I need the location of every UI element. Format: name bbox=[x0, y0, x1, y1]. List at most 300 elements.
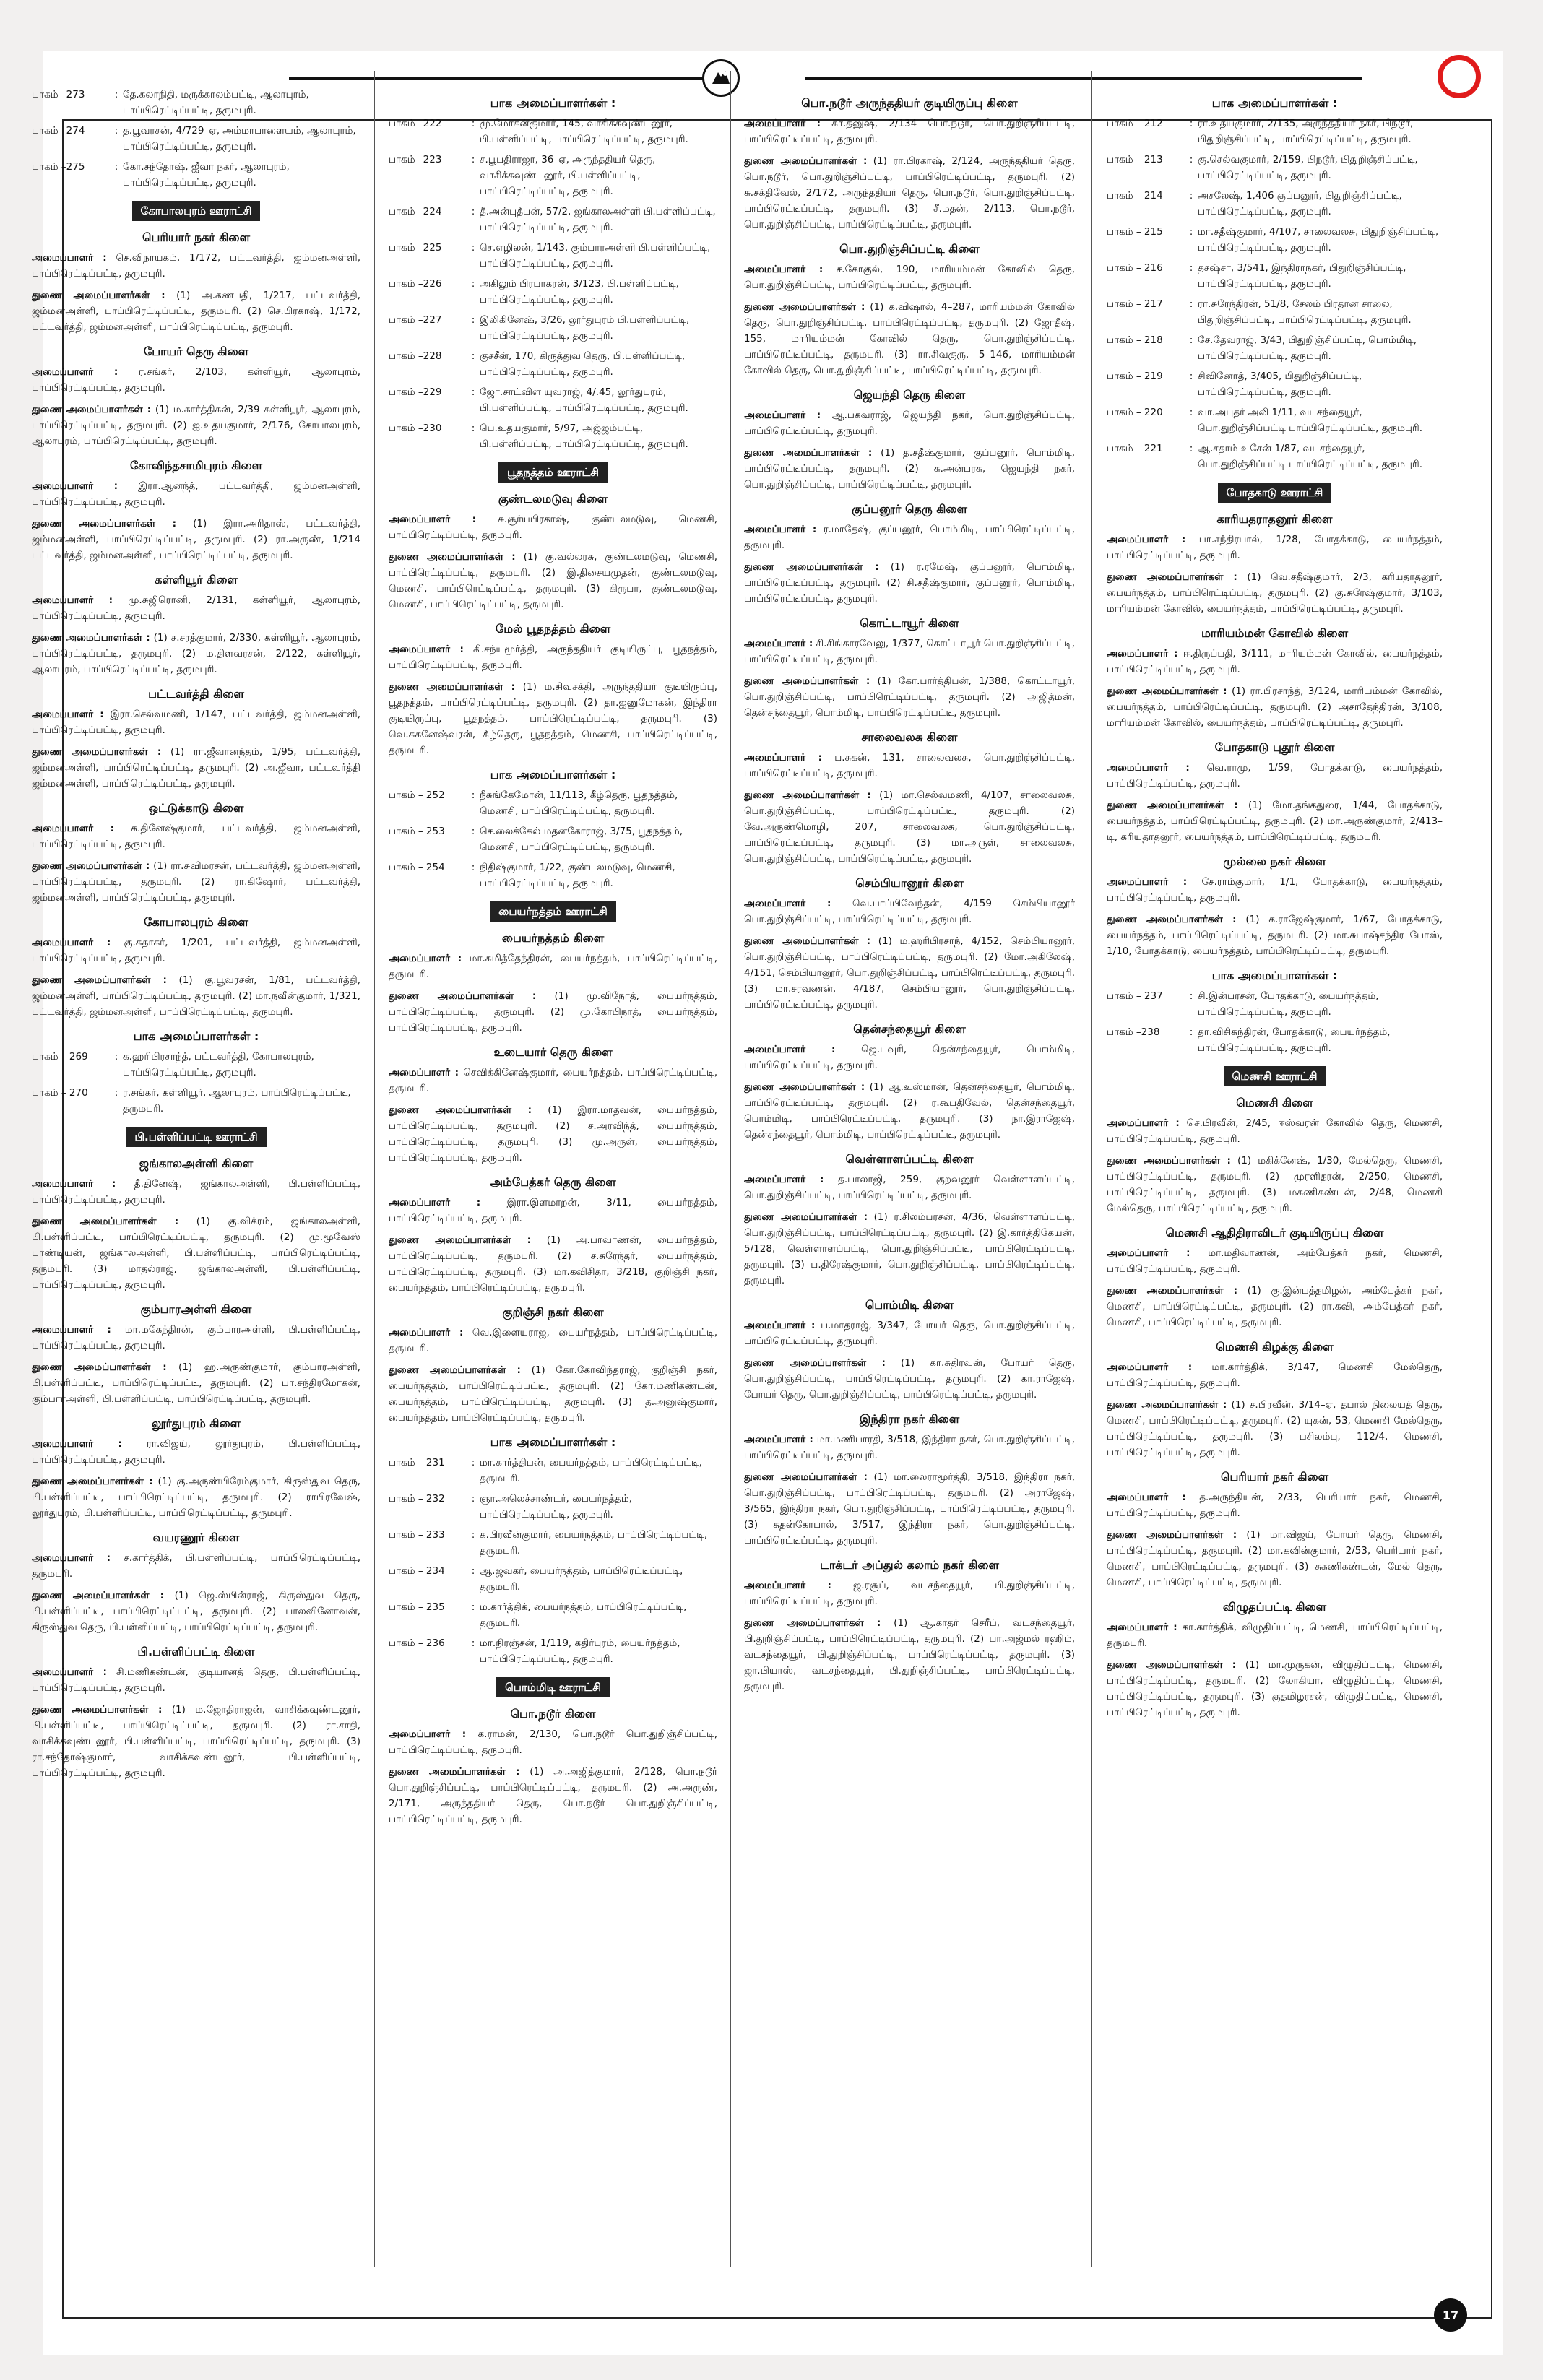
booth-number: பாகம் – 215 bbox=[1107, 226, 1163, 238]
role-details: (1) கு.இன்பத்தமிழன், அம்பேத்கர் நகர், மெணசி, பாப்பிரெட்டிப்பட்டி, தருமபுரி. (2) ரா.கவி, அம்பேத்கர் நகர், மெணசி, பாப்பிரெட்டிப்பட்டி, தருமபுரி. bbox=[1107, 1285, 1443, 1328]
office-bearer-entry bbox=[389, 1102, 717, 1166]
booth-row bbox=[1107, 332, 1443, 364]
role-label: துணை அமைப்பாளர்கள் : bbox=[389, 1104, 532, 1116]
office-bearer-entry bbox=[32, 972, 360, 1020]
booth-number: பாகம் – 233 bbox=[389, 1529, 445, 1541]
branch-heading: உடையார் தெரு கிளை bbox=[493, 1045, 613, 1059]
role-details: (1) கு.அருண்பிரேம்குமார், கிருஸ்துவ தெரு, பி.பள்ளிப்பட்டி, பாப்பிரெட்டிப்பட்டி, தருமபுரி. (2) ராபிரவேஷ், லூர்துபுரம், பி.பள்ளிப்பட்டி, பாப்பிரெட்டிப்பட்டி, தருமபுரி. bbox=[32, 1476, 360, 1519]
branch-heading: மெணசி ஆதிதிராவிடர் குடியிருப்பு கிளை bbox=[1165, 1226, 1384, 1239]
role-details: மா.மணிபாரதி, 3/518, இந்திரா நகர், பொ.துறிஞ்சிப்பட்டி, பாப்பிரெட்டிப்பட்டி, தருமபுரி. bbox=[744, 1434, 1075, 1461]
booth-number: பாகம் –229 bbox=[389, 386, 442, 398]
role-label: துணை அமைப்பாளர்கள் : bbox=[1107, 1399, 1227, 1411]
role-label: துணை அமைப்பாளர்கள் : bbox=[32, 746, 162, 758]
booth-number: பாகம் – 218 bbox=[1107, 334, 1163, 346]
panchayat-heading: போதகாடு ஊராட்சி bbox=[1218, 483, 1332, 503]
booth-row bbox=[389, 204, 717, 235]
separator: : bbox=[471, 154, 475, 165]
column-divider bbox=[374, 71, 375, 2267]
office-bearer-entry bbox=[32, 516, 360, 563]
booth-agent: நீசுங்கேமோன், 11/113, கீழ்தெரு, பூதநத்தம், மெணசி, பாப்பிரெட்டிப்பட்டி, தருமபுரி. bbox=[480, 789, 678, 817]
role-label: அமைப்பாளர் : bbox=[744, 524, 817, 535]
booth-number: பாகம் –238 bbox=[1107, 1026, 1160, 1038]
role-label: துணை அமைப்பாளர்கள் : bbox=[744, 447, 873, 459]
booth-agent: க.பிரவீன்குமார், பையர்நத்தம், பாப்பிரெட்டிப்பட்டி, தருமபுரி. bbox=[480, 1529, 708, 1557]
booth-agent: ஆ.சதாம் உசேன் 1/87, வடசந்தையூர், பொ.துறிஞ்சிப்பட்டி பாப்பிரெட்டிப்பட்டி, தருமபுரி. bbox=[1198, 443, 1422, 470]
office-bearer-entry bbox=[744, 445, 1075, 493]
role-label: அமைப்பாளர் : bbox=[1107, 534, 1186, 545]
booth-number: பாகம் – 235 bbox=[389, 1601, 445, 1613]
separator: : bbox=[471, 314, 475, 326]
branch-heading: குண்டலமடுவு கிளை bbox=[498, 492, 608, 506]
role-label: அமைப்பாளர் : bbox=[32, 594, 113, 606]
branch-heading: ஜங்காலஅள்ளி கிளை bbox=[139, 1156, 254, 1170]
office-bearer-entry bbox=[744, 1578, 1075, 1609]
header-rule-right bbox=[805, 77, 1362, 80]
separator: : bbox=[1189, 118, 1193, 129]
role-details: (1) ஜெ.ஸ்பின்ராஜ், கிருஸ்துவ தெரு, பி.பள்ளிப்பட்டி, பாப்பிரெட்டிப்பட்டி, தருமபுரி. (2) பாலவினோவன், கிருஸ்துவ தெரு, பி.பள்ளிப்பட்டி, பாப்பிரெட்டிப்பட்டி, தருமபுரி. bbox=[32, 1590, 360, 1633]
booth-number: பாகம் –225 bbox=[389, 242, 442, 254]
separator: : bbox=[114, 89, 118, 100]
role-label: துணை அமைப்பாளர்கள் : bbox=[1107, 571, 1237, 583]
panchayat-heading: பையர்நத்தம் ஊராட்சி bbox=[490, 901, 616, 922]
office-bearer-entry bbox=[389, 951, 717, 982]
role-label: துணை அமைப்பாளர்கள் : bbox=[32, 1590, 164, 1601]
role-details: சு.தினேஷ்குமார், பட்டவர்த்தி, ஜம்மனஅள்ளி, பாப்பிரெட்டிப்பட்டி, தருமபுரி. bbox=[32, 823, 360, 850]
role-details: ர.மாதேஷ், குப்பனூர், பொம்மிடி, பாப்பிரெட்டிப்பட்டி, தருமபுரி. bbox=[744, 524, 1075, 551]
role-details: (1) அ.கணபதி, 1/217, பட்டவர்த்தி, ஜம்மனஅள்ளி, பாப்பிரெட்டிப்பட்டி, தருமபுரி. (2) செ.பிரகாஷ், 1/172, பட்டவர்த்தி, ஜம்மனஅள்ளி, பாப்பிரெட்டிப்பட்டி, தருமபுரி. bbox=[32, 290, 360, 333]
booth-row bbox=[1107, 296, 1443, 328]
branch-heading: மாரியம்மன் கோவில் கிளை bbox=[1201, 626, 1348, 640]
role-label: துணை அமைப்பாளர்கள் : bbox=[744, 1081, 865, 1093]
role-details: ச.கோகுல், 190, மாரியம்மன் கோவில் தெரு, பொ.துறிஞ்சிப்பட்டி, பாப்பிரெட்டிப்பட்டி, தருமபுரி. bbox=[744, 264, 1075, 291]
separator: : bbox=[114, 125, 118, 137]
role-label: துணை அமைப்பாளர்கள் : bbox=[389, 551, 516, 563]
office-bearer-entry bbox=[389, 1232, 717, 1296]
role-details: இரா.இளமாறன், 3/11, பையர்நத்தம், பாப்பிரெட்டிப்பட்டி, தருமபுரி. bbox=[389, 1197, 717, 1224]
role-details: சி.மணிகண்டன், குடியானத் தெரு, பி.பள்ளிப்பட்டி, பாப்பிரெட்டிப்பட்டி, தருமபுரி. bbox=[32, 1666, 360, 1694]
branch-heading: போதகாடு புதூர் கிளை bbox=[1214, 740, 1335, 754]
separator: : bbox=[114, 161, 118, 173]
office-bearer-entry bbox=[32, 1664, 360, 1696]
office-bearer-entry bbox=[389, 1195, 717, 1226]
role-label: துணை அமைப்பாளர்கள் : bbox=[744, 1211, 868, 1223]
branch-heading: ஒட்டுக்காடு கிளை bbox=[148, 801, 244, 815]
role-details: (1) ரா.சுவிமரசன், பட்டவர்த்தி, ஜம்மனஅள்ளி, பாப்பிரெட்டிப்பட்டி, தருமபுரி. (2) ரா.கிஷோர், பட்டவர்த்தி, ஜம்மனஅள்ளி, பாப்பிரெட்டிப்பட்டி, தருமபுரி. bbox=[32, 860, 360, 904]
branch-heading: ஜெயந்தி தெரு கிளை bbox=[853, 388, 966, 402]
office-bearer-entry bbox=[744, 407, 1075, 439]
office-bearer-entry bbox=[32, 858, 360, 906]
branch-heading: கும்பாரஅள்ளி கிளை bbox=[140, 1302, 252, 1316]
office-bearer-entry bbox=[1107, 646, 1443, 678]
role-label: துணை அமைப்பாளர்கள் : bbox=[32, 518, 176, 529]
booth-row bbox=[389, 1491, 717, 1523]
office-bearer-entry bbox=[744, 673, 1075, 721]
role-details: மா.மகேந்திரன், கும்பாரஅள்ளி, பி.பள்ளிப்பட்டி, பாப்பிரெட்டிப்பட்டி, தருமபுரி. bbox=[32, 1324, 360, 1351]
booth-row bbox=[1107, 988, 1443, 1020]
separator: : bbox=[1189, 407, 1193, 418]
office-bearer-entry bbox=[1107, 760, 1443, 792]
role-details: (1) ர.ரமேஷ், குப்பனூர், பொம்மிடி, பாப்பிரெட்டிப்பட்டி, தருமபுரி. (2) சி.சதீஷ்குமார், குப்பனூர், பொம்மிடி, பாப்பிரெட்டிப்பட்டி, தருமபுரி. bbox=[744, 561, 1075, 605]
role-details: ர.சங்கர், 2/103, கள்ளியூர், ஆலாபுரம், பாப்பிரெட்டிப்பட்டி, தருமபுரி. bbox=[32, 366, 360, 394]
role-label: அமைப்பாளர் : bbox=[744, 1434, 813, 1445]
booth-number: பாகம் –273 bbox=[32, 89, 85, 100]
office-bearer-entry bbox=[32, 478, 360, 510]
office-bearer-entry bbox=[1107, 683, 1443, 731]
role-label: துணை அமைப்பாளர்கள் : bbox=[744, 155, 868, 167]
role-details: (1) கு.வல்லரசு, குண்டலமடுவு, மெணசி, பாப்பிரெட்டிப்பட்டி, தருமபுரி. (2) இ.திசையமுதன், குண்டலமடுவு, மெணசி, பாப்பிரெட்டிப்பட்டி, தருமபுரி. (3) கிருபா, குண்டலமடுவு, மெணசி, பாப்பிரெட்டிப்பட்டி, தருமபுரி. bbox=[389, 551, 717, 610]
role-label: அமைப்பாளர் : bbox=[32, 252, 107, 264]
role-label: அமைப்பாளர் : bbox=[32, 709, 104, 720]
booth-agent: சிவினோத், 3/405, பிதுறிஞ்சிப்பட்டி, பாப்பிரெட்டிப்பட்டி, தருமபுரி. bbox=[1198, 371, 1362, 398]
office-bearer-entry bbox=[32, 1176, 360, 1208]
booth-agent: இலிகினேஷ், 3/26, லூர்துபுரம் பி.பள்ளிப்பட்டி, பாப்பிரெட்டிப்பட்டி, தருமபுரி. bbox=[480, 314, 690, 342]
office-bearer-entry bbox=[1107, 1153, 1443, 1216]
role-details: சு.சூர்யபிரகாஷ், குண்டலமடுவு, மெணசி, பாப்பிரெட்டிப்பட்டி, தருமபுரி. bbox=[389, 514, 717, 541]
branch-heading: பெரியார் நகர் கிளை bbox=[142, 230, 250, 244]
office-bearer-entry bbox=[32, 744, 360, 792]
role-details: க.ராமன், 2/130, பொ.நடூர் பொ.துறிஞ்சிப்பட்டி, பாப்பிரெட்டிப்பட்டி, தருமபுரி. bbox=[389, 1728, 717, 1756]
role-details: கா.கார்த்திக், விழுதிப்பட்டி, மெணசி, பாப்பிரெட்டிப்பட்டி, தருமபுரி. bbox=[1107, 1622, 1443, 1649]
office-bearer-entry bbox=[389, 1764, 717, 1827]
office-bearer-entry bbox=[744, 559, 1075, 607]
role-details: ஆ.பகவராஜ், ஜெயந்தி நகர், பொ.துறிஞ்சிப்பட்டி, பாப்பிரெட்டிப்பட்டி, தருமபுரி. bbox=[744, 410, 1075, 437]
office-bearer-entry bbox=[744, 636, 1075, 667]
role-label: துணை அமைப்பாளர்கள் : bbox=[744, 301, 865, 313]
office-bearer-entry bbox=[389, 1726, 717, 1758]
role-details: ப.மாதராஜ், 3/347, போயர் தெரு, பொ.துறிஞ்சிப்பட்டி, பாப்பிரெட்டிப்பட்டி, தருமபுரி. bbox=[744, 1320, 1075, 1347]
booth-agent: அகிலும் பிரபாகரன், 3/123, பி.பள்ளிப்பட்டி, பாப்பிரெட்டிப்பட்டி, தருமபுரி. bbox=[480, 278, 679, 306]
role-label: அமைப்பாளர் : bbox=[1107, 762, 1190, 774]
office-bearer-entry bbox=[32, 402, 360, 449]
role-details: கா.தனுஷ், 2/134 பொ.நடூர், பொ.துறிஞ்சிப்பட்டி, பாப்பிரெட்டிப்பட்டி, தருமபுரி. bbox=[744, 118, 1075, 145]
role-label: துணை அமைப்பாளர்கள் : bbox=[744, 935, 871, 947]
booth-row bbox=[389, 312, 717, 344]
booth-agent: நிதிஷ்குமார், 1/22, குண்டலமடுவு, மெணசி, பாப்பிரெட்டிப்பட்டி, தருமபுரி. bbox=[480, 862, 675, 889]
role-label: துணை அமைப்பாளர்கள் : bbox=[32, 1476, 153, 1487]
role-details: வெ.ராமு, 1/59, போதக்காடு, பையர்நத்தம், பாப்பிரெட்டிப்பட்டி, தருமபுரி. bbox=[1107, 762, 1443, 789]
booth-row bbox=[389, 860, 717, 891]
booth-row bbox=[389, 384, 717, 416]
red-ring-icon bbox=[1438, 55, 1481, 98]
office-bearer-entry bbox=[1107, 1397, 1443, 1461]
role-label: அமைப்பாளர் : bbox=[1107, 1247, 1190, 1259]
separator: : bbox=[471, 423, 475, 434]
separator: : bbox=[471, 1493, 475, 1505]
branch-heading: மேல் பூதநத்தம் கிளை bbox=[495, 622, 611, 636]
role-label: அமைப்பாளர் : bbox=[1107, 1117, 1180, 1129]
booth-number: பாகம் – 253 bbox=[389, 826, 445, 837]
role-label: துணை அமைப்பாளர்கள் : bbox=[1107, 800, 1238, 811]
booth-agent: ச.பூபதிராஜா, 36–ஏ, அருந்ததியர் தெரு, வாசிக்கவுண்டனூர், பி.பள்ளிப்பட்டி, பாப்பிரெட்டிப்பட்டி, தருமபுரி. bbox=[480, 154, 656, 197]
booth-agent: தீ.அன்புதீபன், 57/2, ஜங்காலஅள்ளி பி.பள்ளிப்பட்டி, பாப்பிரெட்டிப்பட்டி, தருமபுரி. bbox=[480, 206, 716, 233]
role-label: துணை அமைப்பாளர்கள் : bbox=[32, 1704, 163, 1715]
booth-row bbox=[32, 1049, 360, 1081]
booth-row bbox=[1107, 260, 1443, 292]
branch-heading: பாக அமைப்பாளர்கள் : bbox=[490, 1435, 616, 1449]
booth-number: பாகம் – 231 bbox=[389, 1457, 445, 1468]
branch-heading: செம்பியானூர் கிளை bbox=[855, 876, 964, 890]
column-2 bbox=[389, 87, 717, 2243]
role-label: அமைப்பாளர் : bbox=[389, 1327, 464, 1338]
column-4 bbox=[1107, 87, 1443, 2243]
role-details: மு.சுஜிரொனி, 2/131, கள்ளியூர், ஆலாபுரம், பாப்பிரெட்டிப்பட்டி, தருமபுரி. bbox=[32, 594, 360, 622]
role-label: துணை அமைப்பாளர்கள் : bbox=[32, 632, 150, 644]
role-details: (1) க.ராஜேஷ்குமார், 1/67, போதக்காடு, பையர்நத்தம், பாப்பிரெட்டிப்பட்டி, தருமபுரி. (2) மா.சுபாஷ்சந்திர போஸ், 1/10, போதக்காடு, பையர்நத்தம், பாப்பிரெட்டிப்பட்டி, தருமபுரி. bbox=[1107, 914, 1443, 957]
role-label: துணை அமைப்பாளர்கள் : bbox=[1107, 914, 1237, 925]
booth-row bbox=[1107, 116, 1443, 147]
role-label: அமைப்பாளர் : bbox=[744, 638, 813, 649]
separator: : bbox=[1189, 226, 1193, 238]
office-bearer-entry bbox=[744, 116, 1075, 147]
separator: : bbox=[114, 1051, 118, 1063]
role-label: துணை அமைப்பாளர்கள் : bbox=[1107, 1659, 1237, 1671]
role-label: துணை அமைப்பாளர்கள் : bbox=[744, 561, 879, 573]
role-label: துணை அமைப்பாளர்கள் : bbox=[744, 1357, 886, 1369]
booth-number: பாகம் – 214 bbox=[1107, 190, 1163, 202]
booth-agent: ஞா.அலெச்சாண்டர், பையர்நத்தம், பாப்பிரெட்டிப்பட்டி, தருமபுரி. bbox=[480, 1493, 632, 1520]
role-label: அமைப்பாளர் : bbox=[1107, 1362, 1193, 1373]
office-bearer-entry bbox=[744, 1432, 1075, 1463]
role-label: துணை அமைப்பாளர்கள் : bbox=[1107, 685, 1227, 697]
booth-agent: குசசீன், 170, கிருத்துவ தெரு, பி.பள்ளிப்பட்டி, பாப்பிரெட்டிப்பட்டி, தருமபுரி. bbox=[480, 350, 686, 378]
role-details: (1) ம.ஹரிபிரசாந், 4/152, செம்பியானூர், பொ.துறிஞ்சிப்பட்டி, பாப்பிரெட்டிப்பட்டி, தருமபுரி. (2) மோ.அகிலேஷ், 4/151, செம்பியானூர், பொ.துறிஞ்சிப்பட்டி, பாப்பிரெட்டிப்பட்டி, தருமபுரி. (3) மா.சரவணன், 4/187, செம்பியானூர், பொ.துறிஞ்சிப்பட்டி, பாப்பிரெட்டிப்பட்டி, தருமபுரி. bbox=[744, 935, 1075, 1011]
office-bearer-entry bbox=[744, 787, 1075, 867]
branch-heading: மெணசி கிளை bbox=[1236, 1096, 1313, 1109]
role-label: துணை அமைப்பாளர்கள் : bbox=[32, 974, 167, 986]
branch-heading: கள்ளியூர் கிளை bbox=[155, 573, 238, 587]
role-details: ப.சுகன், 131, சாலைவலசு, பொ.துறிஞ்சிப்பட்டி, பாப்பிரெட்டிப்பட்டி, தருமபுரி. bbox=[744, 752, 1075, 779]
role-details: கி.சந்யமூர்த்தி, அருந்ததியர் குடியிருப்பு, பூதநத்தம், பாப்பிரெட்டிப்பட்டி, தருமபுரி. bbox=[389, 644, 717, 671]
role-details: (1) மு.விநோத், பையர்நத்தம், பாப்பிரெட்டிப்பட்டி, தருமபுரி. (2) மு.கோபிநாத், பையர்நத்தம், பாப்பிரெட்டிப்பட்டி, தருமபுரி. bbox=[389, 990, 717, 1034]
role-label: துணை அமைப்பாளர்கள் : bbox=[389, 990, 537, 1002]
booth-number: பாகம் – 237 bbox=[1107, 990, 1163, 1002]
branch-heading: பட்டவர்த்தி கிளை bbox=[148, 687, 244, 701]
role-label: அமைப்பாளர் : bbox=[32, 480, 118, 492]
office-bearer-entry bbox=[389, 641, 717, 673]
separator: : bbox=[1189, 990, 1193, 1002]
role-label: துணை அமைப்பாளர்கள் : bbox=[389, 681, 516, 693]
separator: : bbox=[471, 350, 475, 362]
role-details: (1) அ.பாவாணன், பையர்நத்தம், பாப்பிரெட்டிப்பட்டி, தருமபுரி. (2) ச.சுரேந்தர், பையர்நத்தம், பாப்பிரெட்டிப்பட்டி, தருமபுரி. (3) மா.கவிசிதா, 3/218, குறிஞ்சி நகர், பையர்நத்தம், பாப்பிரெட்டிப்பட்டி, தருமபுரி. bbox=[389, 1234, 717, 1294]
header-rule-left bbox=[289, 77, 712, 80]
role-label: துணை அமைப்பாளர்கள் : bbox=[1107, 1285, 1238, 1297]
role-label: அமைப்பாளர் : bbox=[744, 1320, 816, 1331]
separator: : bbox=[471, 862, 475, 873]
booth-number: பாகம் –222 bbox=[389, 118, 442, 129]
role-details: (1) ச.பிரவீன், 3/14–ஏ, தபால் நிலையத் தெரு, மெணசி, பாப்பிரெட்டிப்பட்டி, தருமபுரி. (2) யுகன், 53, மெணசி மேல்தெரு, பாப்பிரெட்டிப்பட்டி, தருமபுரி. (3) பசிலம்பு, 112/4, மெணசி, பாப்பிரெட்டிப்பட்டி, தருமபுரி. bbox=[1107, 1399, 1443, 1458]
role-label: அமைப்பாளர் : bbox=[1107, 1492, 1186, 1503]
role-label: அமைப்பாளர் : bbox=[744, 264, 824, 275]
booth-row bbox=[1107, 368, 1443, 400]
role-details: (1) ம.சிவசக்தி, அருந்ததியர் குடியிருப்பு, பூதநத்தம், பாப்பிரெட்டிப்பட்டி, தருமபுரி. (2) தா.ஜனுமோகன், இந்திரா குடியிருப்பு, பூதநத்தம், பாப்பிரெட்டிப்பட்டி, தருமபுரி. (3) வெ.சுகனேஷ்வரன், கீழ்தெரு, பூதநத்தம், மெணசி, பாப்பிரெட்டிப்பட்டி, தருமபுரி. bbox=[389, 681, 717, 756]
booth-number: பாகம் –226 bbox=[389, 278, 442, 290]
office-bearer-entry bbox=[744, 1042, 1075, 1073]
branch-heading: அம்பேத்கர் தெரு கிளை bbox=[490, 1175, 616, 1189]
office-bearer-entry bbox=[32, 364, 360, 396]
role-label: துணை அமைப்பாளர்கள் : bbox=[32, 1362, 167, 1373]
office-bearer-entry bbox=[1107, 569, 1443, 617]
branch-heading: கோபாலபுரம் கிளை bbox=[144, 915, 248, 929]
role-label: அமைப்பாளர் : bbox=[389, 1067, 459, 1078]
office-bearer-entry bbox=[744, 896, 1075, 927]
booth-number: பாகம் –227 bbox=[389, 314, 442, 326]
separator: : bbox=[471, 278, 475, 290]
branch-heading: மெணசி கிழக்கு கிளை bbox=[1216, 1340, 1334, 1354]
role-label: துணை அமைப்பாளர்கள் : bbox=[744, 1617, 881, 1629]
role-details: சே.ராம்குமார், 1/1, போதக்காடு, பையர்நத்தம், பாப்பிரெட்டிப்பட்டி, தருமபுரி. bbox=[1107, 876, 1443, 904]
role-label: அமைப்பாளர் : bbox=[744, 898, 831, 909]
role-details: (1) மா.லைராமூர்த்தி, 3/518, இந்திரா நகர், பொ.துறிஞ்சிப்பட்டி, பாப்பிரெட்டிப்பட்டி, தருமபுரி. (2) அராஜேஷ், 3/565, இந்திரா நகர், பொ.துறிஞ்சிப்பட்டி, பாப்பிரெட்டிப்பட்டி, தருமபுரி. (3) சுதன்கோபால், 3/517, இந்திரா நகர், பொ.துறிஞ்சிப்பட்டி, பாப்பிரெட்டிப்பட்டி, தருமபுரி. bbox=[744, 1471, 1075, 1546]
office-bearer-entry bbox=[1107, 1283, 1443, 1330]
branch-heading: பாக அமைப்பாளர்கள் : bbox=[1211, 96, 1338, 110]
role-label: அமைப்பாளர் : bbox=[1107, 876, 1188, 888]
role-details: த.அருந்தியன், 2/33, பெரியார் நகர், மெணசி, பாப்பிரெட்டிப்பட்டி, தருமபுரி. bbox=[1107, 1492, 1443, 1519]
office-bearer-entry bbox=[744, 1469, 1075, 1549]
branch-heading: முல்லை நகர் கிளை bbox=[1223, 854, 1326, 868]
separator: : bbox=[471, 826, 475, 837]
branch-heading: பி.பள்ளிப்பட்டி கிளை bbox=[137, 1645, 255, 1658]
office-bearer-entry bbox=[1107, 1115, 1443, 1147]
role-details: ஈ.திருப்பதி, 3/111, மாரியம்மன் கோவில், பையர்நத்தம், பாப்பிரெட்டிப்பட்டி, தருமபுரி. bbox=[1107, 648, 1443, 675]
role-label: துணை அமைப்பாளர்கள் : bbox=[1107, 1529, 1237, 1541]
office-bearer-entry bbox=[389, 511, 717, 543]
booth-agent: பெ.உதயகுமார், 5/97, அஜ்ஜம்பட்டி, பி.பள்ளிப்பட்டி, பாப்பிரெட்டிப்பட்டி, தருமபுரி. bbox=[480, 423, 688, 450]
separator: : bbox=[471, 789, 475, 801]
office-bearer-entry bbox=[32, 1436, 360, 1468]
office-bearer-entry bbox=[1107, 1489, 1443, 1521]
separator: : bbox=[471, 386, 475, 398]
role-details: செ.விநாயகம், 1/172, பட்டவர்த்தி, ஜம்மனஅள்ளி, பாப்பிரெட்டிப்பட்டி, தருமபுரி. bbox=[32, 252, 360, 280]
role-details: (1) இரா.அரிதாஸ், பட்டவர்த்தி, ஜம்மனஅள்ளி, பாப்பிரெட்டிப்பட்டி, தருமபுரி. (2) ரா.அருண், 1/214 பட்டவர்த்தி, ஜம்மனஅள்ளி, பாப்பிரெட்டிப்பட்டி, தருமபுரி. bbox=[32, 518, 360, 561]
office-bearer-entry bbox=[744, 299, 1075, 378]
office-bearer-entry bbox=[1107, 1619, 1443, 1651]
office-bearer-entry bbox=[1107, 1359, 1443, 1391]
booth-agent: க.ஹரிபிரசாந்த், பட்டவர்த்தி, கோபாலபுரம், பாப்பிரெட்டிப்பட்டி, தருமபுரி. bbox=[123, 1051, 314, 1078]
branch-heading: பொம்மிடி கிளை bbox=[865, 1298, 954, 1312]
role-label: அமைப்பாளர் : bbox=[32, 1324, 111, 1336]
booth-row bbox=[32, 159, 360, 191]
branch-heading: கோவிந்தசாமிபுரம் கிளை bbox=[129, 459, 263, 472]
role-label: துணை அமைப்பாளர்கள் : bbox=[744, 1471, 868, 1483]
booth-agent: மு.மோகன்குமார், 145, வாசிக்கவுண்டனூர், பி.பள்ளிப்பட்டி, பாப்பிரெட்டிப்பட்டி, தருமபுரி. bbox=[480, 118, 688, 145]
column-divider bbox=[1091, 71, 1092, 2267]
booth-number: பாகம் – 216 bbox=[1107, 262, 1163, 274]
separator: : bbox=[471, 1637, 475, 1649]
office-bearer-entry bbox=[389, 1065, 717, 1096]
role-details: (1) ஆ.உஸ்மான், தென்சந்தையூர், பொம்மிடி, பாப்பிரெட்டிப்பட்டி, தருமபுரி. (2) ர.கூபதிவேல், தென்சந்தையூர், பொம்மிடி, பாப்பிரெட்டிப்பட்டி, தருமபுரி. (3) நா.இராஜேஷ், தென்சந்தையூர், பொம்மிடி, பாப்பிரெட்டிப்பட்டி, தருமபுரி. bbox=[744, 1081, 1075, 1141]
office-bearer-entry bbox=[744, 933, 1075, 1013]
branch-heading: விழுதப்பட்டி கிளை bbox=[1222, 1600, 1327, 1614]
booth-agent: தா.விசிசுந்திரன், போதக்காடு, பையர்நத்தம், பாப்பிரெட்டிப்பட்டி, தருமபுரி. bbox=[1198, 1026, 1391, 1054]
separator: : bbox=[471, 1457, 475, 1468]
panchayat-heading: பூதநத்தம் ஊராட்சி bbox=[498, 462, 608, 483]
role-details: வெ.பாப்பிவேந்தன், 4/159 செம்பியானூர் பொ.துறிஞ்சிப்பட்டி, பாப்பிரெட்டிப்பட்டி, தருமபுரி. bbox=[744, 898, 1075, 925]
branch-heading: பாக அமைப்பாளர்கள் : bbox=[1211, 969, 1338, 982]
booth-number: பாகம் – 220 bbox=[1107, 407, 1163, 418]
separator: : bbox=[1189, 334, 1193, 346]
separator: : bbox=[471, 1565, 475, 1577]
role-details: ஜெ.பவுரி, தென்சந்தையூர், பொம்மிடி, பாப்பிரெட்டிப்பட்டி, தருமபுரி. bbox=[744, 1044, 1075, 1071]
branch-heading: இந்திரா நகர் கிளை bbox=[859, 1412, 960, 1426]
role-label: அமைப்பாளர் : bbox=[32, 366, 118, 378]
role-details: (1) கா.சுதிரவன், போயர் தெரு, பொ.துறிஞ்சிப்பட்டி, பாப்பிரெட்டிப்பட்டி, தருமபுரி. (2) கா.ராஜேஷ், போயர் தெரு, பொ.துறிஞ்சிப்பட்டி, பாப்பிரெட்டிப்பட்டி, தருமபுரி. bbox=[744, 1357, 1075, 1401]
role-label: அமைப்பாளர் : bbox=[1107, 1622, 1177, 1633]
role-label: அமைப்பாளர் : bbox=[389, 1197, 481, 1208]
branch-heading: பெரியார் நகர் கிளை bbox=[1221, 1470, 1328, 1484]
office-bearer-entry bbox=[32, 706, 360, 738]
booth-number: பாகம் –224 bbox=[389, 206, 442, 217]
role-details: ஜ.ரசூப், வடசந்தையூர், பி.துறிஞ்சிப்பட்டி, பாப்பிரெட்டிப்பட்டி, தருமபுரி. bbox=[744, 1580, 1075, 1607]
office-bearer-entry bbox=[32, 1550, 360, 1582]
office-bearer-entry bbox=[389, 1362, 717, 1426]
booth-number: பாகம் – 234 bbox=[389, 1565, 445, 1577]
booth-row bbox=[389, 152, 717, 199]
booth-agent: கு.செல்வகுமார், 2/159, பிநடூர், பிதுறிஞ்சிப்பட்டி, பாப்பிரெட்டிப்பட்டி, தருமபுரி. bbox=[1198, 154, 1418, 181]
office-bearer-entry bbox=[32, 1213, 360, 1293]
booth-agent: ரா.சுரேந்திரன், 51/8, சேலம் பிரதான சாலை, பிதுறிஞ்சிப்பட்டி, பாப்பிரெட்டிப்பட்டி, தருமபுரி. bbox=[1198, 298, 1412, 326]
office-bearer-entry bbox=[389, 988, 717, 1036]
role-details: தீ.தினேஷ், ஜங்காலஅள்ளி, பி.பள்ளிப்பட்டி, பாப்பிரெட்டிப்பட்டி, தருமபுரி. bbox=[32, 1178, 360, 1206]
role-details: (1) கோ.பார்த்திபன், 1/388, கொட்டாயூர், பொ.துறிஞ்சிப்பட்டி, பாப்பிரெட்டிப்பட்டி, தருமபுரி. (2) அஜித்மன், தென்சந்தையூர், பொம்மிடி, பாப்பிரெட்டிப்பட்டி, தருமபுரி. bbox=[744, 675, 1075, 719]
office-bearer-entry bbox=[744, 1615, 1075, 1695]
role-label: அமைப்பாளர் : bbox=[744, 1174, 824, 1185]
role-details: (1) மா.செல்வமணி, 4/107, சாலைவலசு, பொ.துறிஞ்சிப்பட்டி, பாப்பிரெட்டிப்பட்டி, தருமபுரி. (2) வே.அருண்மொழி, 207, சாலைவலசு, பொ.துறிஞ்சிப்பட்டி, பாப்பிரெட்டிப்பட்டி, தருமபுரி. (3) மா.அருள், சாலைவலசு, பொ.துறிஞ்சிப்பட்டி, பாப்பிரெட்டிப்பட்டி, தருமபுரி. bbox=[744, 789, 1075, 865]
role-label: துணை அமைப்பாளர்கள் : bbox=[1107, 1155, 1231, 1167]
booth-row bbox=[389, 1599, 717, 1631]
booth-row bbox=[32, 87, 360, 118]
role-label: துணை அமைப்பாளர்கள் : bbox=[32, 1216, 179, 1227]
booth-row bbox=[32, 1085, 360, 1117]
role-label: துணை அமைப்பாளர்கள் : bbox=[32, 860, 150, 872]
booth-number: பாகம் – 254 bbox=[389, 862, 445, 873]
branch-heading: டாக்டர் அப்துல் கலாம் நகர் கிளை bbox=[820, 1558, 999, 1572]
role-details: (1) கு.விக்ரம், ஜங்காலஅள்ளி, பி.பள்ளிப்பட்டி, பாப்பிரெட்டிப்பட்டி, தருமபுரி. (2) மு.மூவேஸ் பாண்டியன், ஜங்காலஅள்ளி, பி.பள்ளிப்பட்டி, பாப்பிரெட்டிப்பட்டி, தருமபுரி. (3) மாதல்ராஜ், ஜங்காலஅள்ளி, பி.பள்ளிப்பட்டி, பாப்பிரெட்டிப்பட்டி, தருமபுரி. bbox=[32, 1216, 360, 1291]
booth-row bbox=[389, 116, 717, 147]
branch-heading: குறிஞ்சி நகர் கிளை bbox=[502, 1305, 604, 1319]
booth-row bbox=[389, 787, 717, 819]
booth-agent: சி.இன்பரசன், போதக்காடு, பையர்நத்தம், பாப்பிரெட்டிப்பட்டி, தருமபுரி. bbox=[1198, 990, 1379, 1018]
role-details: (1) கு.பூவரசன், 1/81, பட்டவர்த்தி, ஜம்மனஅள்ளி, பாப்பிரெட்டிப்பட்டி, தருமபுரி. (2) மா.நவீன்குமார், 1/321, பட்டவர்த்தி, ஜம்மனஅள்ளி, பாப்பிரெட்டிப்பட்டி, தருமபுரி. bbox=[32, 974, 360, 1018]
role-details: (1) ச.சரத்குமார், 2/330, கள்ளியூர், ஆலாபுரம், பாப்பிரெட்டிப்பட்டி, தருமபுரி. (2) ம.திளவரசன், 2/122, கள்ளியூர், ஆலாபுரம், பாப்பிரெட்டிப்பட்டி, தருமபுரி. bbox=[32, 632, 360, 675]
role-label: அமைப்பாளர் : bbox=[744, 410, 821, 421]
office-bearer-entry bbox=[744, 1172, 1075, 1203]
branch-heading: போயர் தெரு கிளை bbox=[143, 345, 249, 358]
separator: : bbox=[1189, 1026, 1193, 1038]
booth-agent: தே.கலாநிதி, மருக்காலம்பட்டி, ஆலாபுரம், பாப்பிரெட்டிப்பட்டி, தருமபுரி. bbox=[123, 89, 309, 116]
role-details: பா.சந்திரபால், 1/28, போதக்காடு, பையர்நத்தம், பாப்பிரெட்டிப்பட்டி, தருமபுரி. bbox=[1107, 534, 1443, 561]
role-details: செவிக்கினேஷ்குமார், பையர்நத்தம், பாப்பிரெட்டிப்பட்டி, தருமபுரி. bbox=[389, 1067, 717, 1094]
office-bearer-entry bbox=[32, 1322, 360, 1354]
booth-row bbox=[389, 823, 717, 855]
booth-number: பாகம் – 217 bbox=[1107, 298, 1163, 310]
office-bearer-entry bbox=[32, 935, 360, 966]
role-details: (1) மா.முருகன், விழுதிப்பட்டி, மெணசி, பாப்பிரெட்டிப்பட்டி, தருமபுரி. (2) லோகியா, விழுதிப்பட்டி, மெணசி, பாப்பிரெட்டிப்பட்டி, தருமபுரி. (3) குதமிழரசன், விழுதிப்பட்டி, மெணசி, பாப்பிரெட்டிப்பட்டி, தருமபுரி. bbox=[1107, 1659, 1443, 1718]
separator: : bbox=[1189, 371, 1193, 382]
branch-heading: கொட்டாயூர் கிளை bbox=[860, 616, 959, 630]
office-bearer-entry bbox=[32, 821, 360, 852]
role-label: அமைப்பாளர் : bbox=[32, 823, 115, 834]
booth-number: பாகம் –275 bbox=[32, 161, 85, 173]
role-details: (1) ரா.பிரகாஷ், 2/124, அருந்ததியர் தெரு, பொ.நடூர், பொ.துறிஞ்சிப்பட்டி, பாப்பிரெட்டிப்பட்டி, தருமபுரி. (2) சு.சக்திவேல், 2/172, அருந்ததியர் தெரு, பொ.நடூர், பொ.துறிஞ்சிப்பட்டி, பாப்பிரெட்டிப்பட்டி, தருமபுரி. (3) சீ.மதன், 2/113, பொ.நடூர், பொ.துறிஞ்சிப்பட்டி, பாப்பிரெட்டிப்பட்டி, தருமபுரி. bbox=[744, 155, 1075, 230]
role-details: ரா.விஜய், லூர்துபுரம், பி.பள்ளிப்பட்டி, பாப்பிரெட்டிப்பட்டி, தருமபுரி. bbox=[32, 1438, 360, 1466]
branch-heading: வெள்ளாளப்பட்டி கிளை bbox=[845, 1152, 974, 1166]
booth-row bbox=[389, 1563, 717, 1595]
branch-heading: காரியதராதனூர் கிளை bbox=[1216, 512, 1333, 526]
role-label: அமைப்பாளர் : bbox=[744, 118, 821, 129]
role-label: அமைப்பாளர் : bbox=[32, 1438, 122, 1450]
office-bearer-entry bbox=[1107, 1657, 1443, 1721]
booth-row bbox=[389, 1455, 717, 1487]
